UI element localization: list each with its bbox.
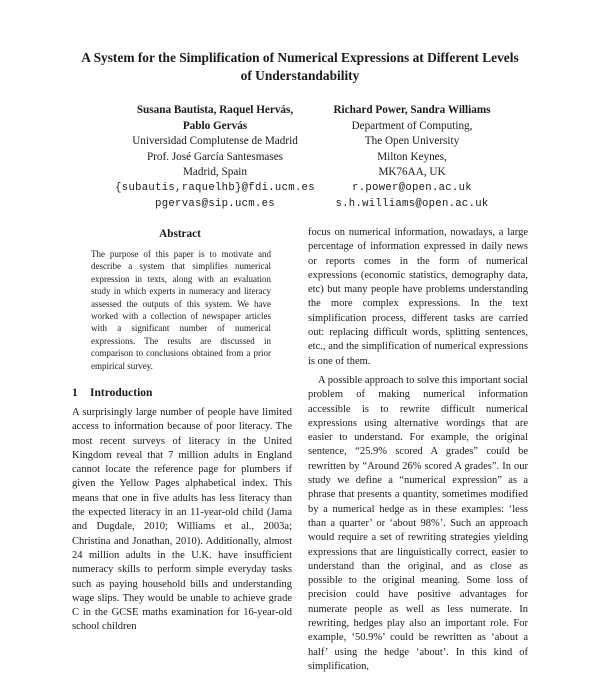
author-block-right bbox=[312, 103, 512, 212]
title-line-2: of Understandability bbox=[240, 68, 360, 83]
department-right: Department of Computing, bbox=[351, 119, 473, 132]
abstract-heading: Abstract bbox=[159, 228, 201, 240]
title-line-1: A System for the Simplification of Numerical Expressions at Different Levels bbox=[81, 50, 519, 65]
email-right-2: s.h.williams@open.ac.uk bbox=[335, 197, 489, 210]
city-right: Milton Keynes, bbox=[377, 150, 447, 163]
email-left-1: {subautis,raquelhb}@fdi.ucm.es bbox=[115, 181, 315, 194]
right-paragraph-2: A possible approach to solve this important social problem of making numerical information accessible is to rewrite difficult numerical expressions using alternative wordings that are easier to understand. For example, the original sentence, “25.9% scored A grades” could be rewritten by “Around 26% scored A grades”. In our study we define a “numerical expression” as a phrase that presents a quantity, sometimes modified by a numerical hedge as in these examples: ‘less than a quarter’ or ‘about 98%’. Such an approach would require a set of rewriting strategies yielding expressions that are linguistically correct, easier to understand than the original, and as close as possible to the original meaning. Some loss of precision could have positive advantages for numerate people as well as less numerate. In rewriting, hedges play also an important role. For example, ‘50.9%’ could be rewritten as ‘about a half’ using the hedge ‘about’. In this kind of simplification, bbox=[308, 374, 528, 672]
affiliation-left: Universidad Complutense de Madrid bbox=[132, 135, 298, 148]
intro-paragraph-1: A surprisingly large number of people have limited access to information because of poor literacy. The most recent surveys of literacy in the United Kingdom reveal that 7 million adults in England cannot locate the reference page for plumbers if given the Yellow Pages alphabetical index. This means that one in five adults has less literacy than the expected literacy in an 11-year-old child (Jama and Dugdale, 2010; Williams et al., 2003a; Christina and Jonathan, 2010). Additionally, almost 24 million adults in the U.K. have insufficient numeracy skills to perform simple everyday tasks such as paying household bills and understanding wage slips. They would be unable to achieve grade C in the GCSE maths examination for 16-year-old school children bbox=[72, 407, 292, 633]
postcode-right: MK76AA, UK bbox=[378, 166, 446, 179]
email-left-2: pgervas@sip.ucm.es bbox=[155, 197, 275, 210]
paper-title bbox=[40, 49, 560, 85]
right-column-body bbox=[308, 226, 528, 674]
email-right-1: r.power@open.ac.uk bbox=[352, 181, 472, 194]
section-heading-introduction bbox=[72, 387, 152, 399]
author-block-left bbox=[100, 103, 330, 212]
author-names-right: Richard Power, Sandra Williams bbox=[333, 104, 491, 116]
author-names-left-2: Pablo Gervás bbox=[182, 119, 248, 132]
address-left-1: Prof. José García Santesmases bbox=[146, 150, 284, 163]
author-names-left-1: Susana Bautista, Raquel Hervás, bbox=[136, 104, 294, 116]
right-paragraph-1: focus on numerical information, nowadays, a large percentage of information expressed in daily news or reports comes in the form of numerical expressions (economic statistics, demography data, etc) but many people have problems understanding the more complex expressions. In the text simplification process, different tasks are carried out: replacing difficult words, splitting sentences, etc., and the simplification of numerical expressions is one of them. bbox=[308, 227, 528, 367]
address-left-2: Madrid, Spain bbox=[182, 166, 247, 179]
section-title: Introduction bbox=[90, 387, 153, 399]
left-column-body bbox=[72, 406, 292, 635]
section-number: 1 bbox=[72, 387, 78, 399]
abstract-text: The purpose of this paper is to motivate and describe a system that simplifies numerical expression in texts, along with an evaluation study in which experts in numeracy and literacy assessed the outputs of this system. We have worked with a collection of newspaper articles with a significant number of numerical expressions. The results are discussed in comparison to conclusions obtained from a prior empirical survey. bbox=[91, 249, 271, 371]
university-right: The Open University bbox=[364, 135, 460, 148]
